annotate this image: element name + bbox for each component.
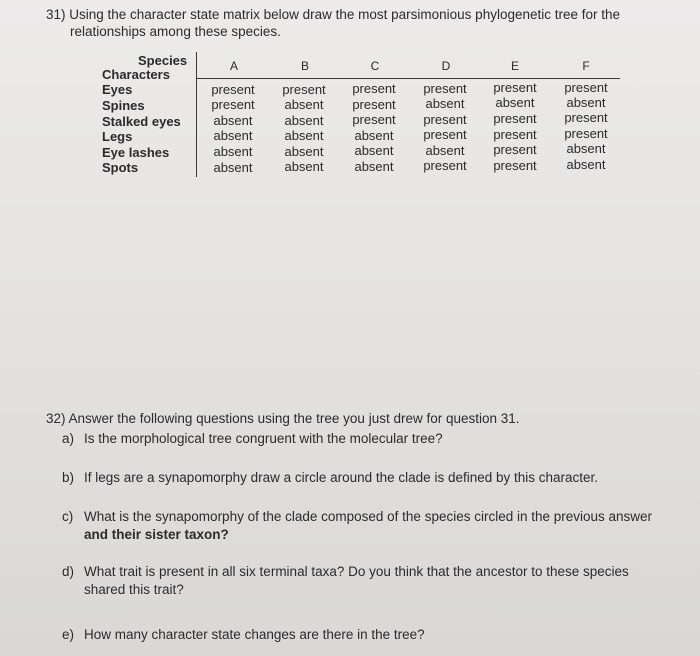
- cell-stalked-eyes-d: present: [423, 112, 467, 127]
- cell-stalked-eyes-b: absent: [284, 113, 324, 128]
- question-32c-line2: and their sister taxon?: [84, 527, 229, 542]
- cell-eye-lashes-f: absent: [566, 141, 606, 156]
- cell-legs-d: present: [423, 127, 467, 142]
- matrix-vertical-divider: [196, 52, 197, 177]
- question-32a: [62, 430, 692, 448]
- row-label-spines: Spines: [102, 98, 145, 113]
- cell-spines-f: absent: [566, 95, 606, 110]
- question-32b-text: If legs are a synapomorphy draw a circle around the clade is defined by this character.: [84, 470, 599, 485]
- species-header-e: E: [510, 59, 519, 73]
- cell-stalked-eyes-f: present: [564, 110, 608, 125]
- cell-eye-lashes-c: absent: [354, 143, 394, 158]
- cell-legs-e: present: [493, 127, 537, 142]
- cell-spines-e: absent: [495, 95, 535, 110]
- cell-legs-b: absent: [284, 128, 324, 143]
- row-label-spots: Spots: [102, 160, 139, 175]
- question-32a-text: Is the morphological tree congruent with the molecular tree?: [84, 431, 443, 446]
- matrix-corner-species: Species: [138, 53, 188, 68]
- cell-spots-a: absent: [213, 160, 253, 175]
- species-header-c: C: [370, 59, 380, 73]
- question-32c-letter: c): [62, 509, 74, 524]
- question-32d: [62, 563, 692, 599]
- cell-eyes-c: present: [352, 81, 396, 96]
- question-32d-letter: d): [62, 564, 75, 579]
- question-31: [46, 6, 646, 40]
- cell-eyes-b: present: [282, 82, 326, 97]
- question-32c: [62, 508, 692, 544]
- cell-eye-lashes-a: absent: [213, 144, 253, 159]
- question-32d-line1: What trait is present in all six terminal taxa? Do you think that the ancestor to these species: [84, 564, 629, 579]
- question-32d-line2: shared this trait?: [84, 582, 184, 597]
- cell-spots-e: present: [493, 158, 537, 173]
- row-label-eyes: Eyes: [102, 82, 133, 97]
- cell-stalked-eyes-c: present: [352, 112, 396, 127]
- cell-spines-a: present: [211, 97, 255, 112]
- cell-eyes-a: present: [211, 82, 255, 97]
- cell-eye-lashes-e: present: [493, 142, 537, 157]
- question-32b-letter: b): [62, 470, 75, 485]
- question-32e: [62, 626, 692, 644]
- cell-spots-f: absent: [566, 157, 606, 172]
- cell-eyes-e: present: [493, 80, 537, 95]
- question-32-intro: 32) Answer the following questions using the tree you just drew for question 31.: [46, 411, 520, 426]
- cell-stalked-eyes-e: present: [493, 111, 537, 126]
- matrix-horizontal-divider: [196, 78, 620, 79]
- cell-spines-b: absent: [284, 97, 324, 112]
- species-header-b: B: [300, 59, 309, 73]
- cell-spines-d: absent: [425, 96, 465, 111]
- cell-spots-d: present: [423, 158, 467, 173]
- row-label-eye-lashes: Eye lashes: [102, 145, 170, 160]
- cell-eye-lashes-b: absent: [284, 144, 324, 159]
- cell-spots-b: absent: [284, 159, 324, 174]
- question-32e-text: How many character state changes are there in the tree?: [84, 627, 425, 642]
- question-32b: [62, 469, 692, 487]
- species-header-f: F: [582, 59, 590, 73]
- cell-eyes-d: present: [423, 81, 467, 96]
- matrix-corner-characters: Characters: [102, 67, 170, 82]
- cell-legs-c: absent: [354, 128, 394, 143]
- question-31-line1: 31) Using the character state matrix below draw the most parsimonious phylogenetic tree for the: [46, 7, 621, 22]
- cell-stalked-eyes-a: absent: [213, 113, 253, 128]
- row-label-legs: Legs: [102, 129, 133, 144]
- question-32a-letter: a): [62, 431, 75, 446]
- question-31-line2: relationships among these species.: [70, 24, 281, 39]
- cell-eyes-f: present: [564, 80, 608, 95]
- question-32e-letter: e): [62, 627, 75, 642]
- row-label-stalked-eyes: Stalked eyes: [102, 114, 181, 129]
- question-32c-line1: What is the synapomorphy of the clade composed of the species circled in the previous answer: [84, 509, 653, 524]
- cell-legs-a: absent: [213, 128, 253, 143]
- species-header-a: A: [229, 59, 238, 73]
- cell-spots-c: absent: [354, 159, 394, 174]
- cell-spines-c: present: [352, 97, 396, 112]
- species-header-d: D: [441, 59, 451, 73]
- cell-legs-f: present: [564, 126, 608, 141]
- cell-eye-lashes-d: absent: [425, 143, 465, 158]
